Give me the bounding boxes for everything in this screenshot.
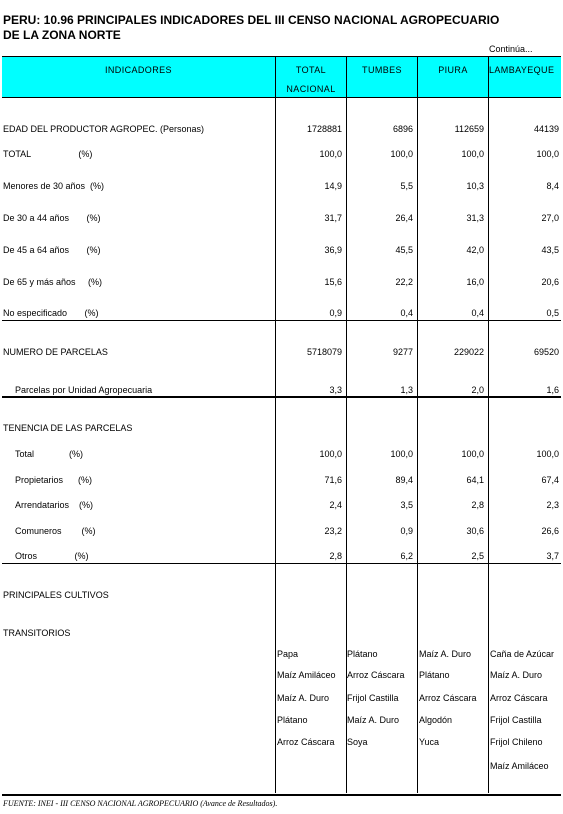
row-label: NUMERO DE PARCELAS: [3, 347, 108, 357]
row-label: De 65 y más años (%): [3, 277, 103, 287]
transitorios-label: TRANSITORIOS: [3, 628, 71, 638]
crop-item: Arroz Cáscara: [490, 693, 548, 703]
crop-item: Frijol Castilla: [490, 715, 542, 725]
row-value: 43,5: [541, 245, 559, 255]
continua-note: Continúa...: [489, 44, 533, 54]
row-value: 100,0: [390, 449, 413, 459]
title-line-1: PERU: 10.96 PRINCIPALES INDICADORES DEL III CENSO NACIONAL AGROPECUARIO: [3, 13, 500, 27]
row-label: Menores de 30 años (%): [3, 181, 105, 191]
header-tumbes: TUMBES: [362, 65, 402, 75]
row-value: 23,2: [324, 526, 342, 536]
row-value: 6896: [392, 124, 413, 134]
crop-item: Caña de Azúcar: [490, 649, 555, 659]
row-value: 8,4: [546, 181, 559, 191]
row-value: 0,4: [400, 308, 413, 318]
row-value: 100,0: [461, 149, 484, 159]
row-value: 26,4: [395, 213, 413, 223]
crop-item: Maíz A. Duro: [419, 649, 472, 659]
row-value: 36,9: [324, 245, 342, 255]
crop-item: Arroz Cáscara: [277, 737, 335, 747]
row-label: Comuneros (%): [15, 526, 96, 536]
row-label: No especificado (%): [3, 308, 99, 318]
row-value: 3,7: [546, 551, 559, 561]
cultivos-label: PRINCIPALES CULTIVOS: [3, 590, 109, 600]
row-value: 100,0: [461, 449, 484, 459]
row-value: 112659: [454, 124, 484, 134]
row-label: Total (%): [15, 449, 84, 459]
row-label: Propietarios (%): [15, 475, 93, 485]
crop-item: Papa: [277, 649, 299, 659]
row-value: 3,5: [400, 500, 413, 510]
row-value: 100,0: [536, 149, 559, 159]
row-value: 20,6: [541, 277, 559, 287]
row-value: 0,9: [329, 308, 342, 318]
row-value: 64,1: [466, 475, 484, 485]
header-indicadores: INDICADORES: [105, 65, 172, 75]
section-divider: [2, 563, 561, 564]
row-value: 100,0: [390, 149, 413, 159]
header-lambayeque: LAMBAYEQUE: [489, 65, 555, 75]
crop-item: Frijol Chileno: [490, 737, 543, 747]
row-value: 5,5: [400, 181, 413, 191]
row-value: 71,6: [324, 475, 342, 485]
row-value: 30,6: [466, 526, 484, 536]
row-value: 31,3: [466, 213, 484, 223]
column-divider: [488, 57, 489, 793]
row-value: 2,4: [329, 500, 342, 510]
crop-item: Frijol Castilla: [347, 693, 399, 703]
row-value: 229022: [453, 347, 484, 357]
row-value: 0,9: [400, 526, 413, 536]
row-label: Arrendatarios (%): [15, 500, 94, 510]
row-label: Parcelas por Unidad Agropecuaria: [15, 385, 153, 395]
section-divider: [2, 320, 561, 321]
row-value: 67,4: [541, 475, 559, 485]
crop-item: Maíz Amiláceo: [490, 761, 549, 771]
row-value: 1,3: [400, 385, 413, 395]
row-value: 16,0: [466, 277, 484, 287]
row-value: 2,8: [471, 500, 484, 510]
row-label: De 30 a 44 años (%): [3, 213, 101, 223]
column-divider: [417, 57, 418, 793]
row-label: De 45 a 64 años (%): [3, 245, 101, 255]
row-label: TENENCIA DE LAS PARCELAS: [3, 423, 133, 433]
column-divider: [346, 57, 347, 793]
crop-item: Plátano: [277, 715, 308, 725]
row-value: 27,0: [541, 213, 559, 223]
row-value: 22,2: [395, 277, 413, 287]
row-label: Otros (%): [15, 551, 89, 561]
row-value: 2,0: [471, 385, 484, 395]
section-divider: [2, 396, 561, 398]
row-value: 2,8: [329, 551, 342, 561]
source-note: FUENTE: INEI - III CENSO NACIONAL AGROPECUARIO (Avance de Resultados).: [3, 799, 278, 808]
row-value: 2,3: [546, 500, 559, 510]
row-value: 1728881: [306, 124, 342, 134]
row-value: 45,5: [395, 245, 413, 255]
crop-item: Maíz A. Duro: [490, 670, 543, 680]
column-divider: [275, 57, 276, 793]
row-value: 69520: [533, 347, 559, 357]
row-value: 2,5: [471, 551, 484, 561]
row-value: 14,9: [324, 181, 342, 191]
page-title: [3, 13, 499, 43]
header-piura: PIURA: [438, 65, 468, 75]
crop-item: Maíz A. Duro: [277, 693, 330, 703]
row-value: 100,0: [319, 449, 342, 459]
row-value: 42,0: [466, 245, 484, 255]
crop-item: Plátano: [419, 670, 450, 680]
crop-item: Maíz Amiláceo: [277, 670, 336, 680]
row-value: 5718079: [306, 347, 342, 357]
crop-item: Maíz A. Duro: [347, 715, 400, 725]
row-value: 0,4: [471, 308, 484, 318]
header-total-nacional: [276, 65, 346, 95]
crop-item: Yuca: [419, 737, 440, 747]
row-label: EDAD DEL PRODUCTOR AGROPEC. (Personas): [3, 124, 205, 134]
row-value: 9277: [392, 347, 413, 357]
row-value: 10,3: [466, 181, 484, 191]
row-value: 6,2: [400, 551, 413, 561]
crop-item: Algodón: [419, 715, 453, 725]
crop-item: Arroz Cáscara: [419, 693, 477, 703]
header-total-line2: NACIONAL: [286, 84, 336, 94]
row-value: 44139: [533, 124, 559, 134]
row-value: 31,7: [324, 213, 342, 223]
crop-item: Arroz Cáscara: [347, 670, 405, 680]
row-value: 100,0: [319, 149, 342, 159]
row-value: 15,6: [324, 277, 342, 287]
row-value: 26,6: [541, 526, 559, 536]
row-value: 89,4: [395, 475, 413, 485]
row-value: 1,6: [546, 385, 559, 395]
section-divider: [2, 97, 561, 98]
row-value: 3,3: [329, 385, 342, 395]
crop-item: Soya: [347, 737, 368, 747]
row-value: 100,0: [536, 449, 559, 459]
header-total-line1: TOTAL: [295, 65, 327, 75]
title-line-2: DE LA ZONA NORTE: [3, 28, 121, 42]
row-value: 0,5: [546, 308, 559, 318]
crop-item: Plátano: [347, 649, 378, 659]
row-label: TOTAL (%): [3, 149, 93, 159]
